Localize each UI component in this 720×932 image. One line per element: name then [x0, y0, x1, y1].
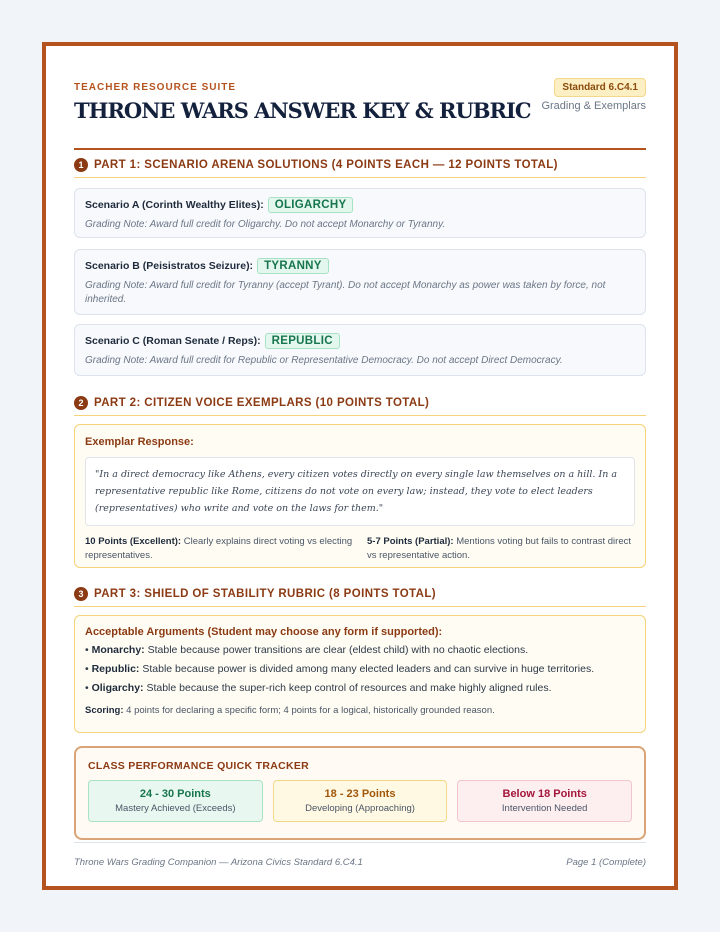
argument-form: Republic:	[91, 663, 140, 675]
tracker-range: 24 - 30 Points	[139, 788, 211, 800]
grading-note: Grading Note: Award full credit for Tyranny (accept Tyrant). Do not accept Monarchy as power was taken by force, not inherited.	[85, 280, 606, 305]
part3-heading	[74, 587, 646, 607]
part3-title: PART 3: SHIELD OF STABILITY RUBRIC (8 POINTS TOTAL)	[94, 588, 436, 600]
part1-heading	[74, 158, 646, 178]
score-partial	[367, 535, 635, 563]
scenario-card-b	[74, 249, 646, 315]
arguments-title: Acceptable Arguments (Student may choose any form if supported):	[85, 626, 443, 638]
argument-text: Stable because the super-rich keep control of resources and make highly aligned rules.	[146, 682, 552, 694]
tracker-level-mastery	[88, 780, 263, 822]
tracker-desc: Developing (Approaching)	[305, 803, 415, 814]
footer-left: Throne Wars Grading Companion — Arizona Civics Standard 6.C4.1	[74, 857, 363, 868]
part2-title: PART 2: CITIZEN VOICE EXEMPLARS (10 POINTS TOTAL)	[94, 397, 430, 409]
part2-heading	[74, 396, 646, 416]
argument-form: Oligarchy:	[91, 682, 144, 694]
scenario-label: Scenario A (Corinth Wealthy Elites):	[85, 199, 264, 211]
exemplar-title: Exemplar Response:	[85, 436, 194, 448]
standard-badge: Standard 6.C4.1	[554, 78, 646, 97]
argument-text: Stable because power transitions are clear (eldest child) with no chaotic elections.	[147, 644, 529, 656]
scenario-card-a	[74, 188, 646, 238]
scoring-note	[85, 705, 635, 716]
scoring-label: Scoring:	[85, 705, 124, 716]
tracker-range: Below 18 Points	[502, 788, 587, 800]
exemplar-card	[74, 424, 646, 568]
grading-note: Grading Note: Award full credit for Republic or Representative Democracy. Do not accept Direct Democracy.	[85, 355, 563, 366]
page-header	[74, 46, 646, 150]
exemplar-quote: "In a direct democracy like Athens, every citizen votes directly on every single law themselves on a hill. In a representative republic like Rome, citizens do not vote on every law; instead, they vote to elect leaders (representatives) who write and vote on the laws for them."	[85, 457, 635, 526]
argument-form: Monarchy:	[91, 644, 145, 656]
page-subtitle: Grading & Exemplars	[541, 100, 646, 112]
argument-item: • Oligarchy: Stable because the super-rich keep control of resources and make highly aligned rules.	[85, 682, 552, 694]
scenario-label: Scenario C (Roman Senate / Reps):	[85, 335, 261, 347]
part3-number-badge: 3	[74, 587, 88, 601]
scoring-text: 4 points for declaring a specific form; 4 points for a logical, historically grounded reason.	[126, 705, 495, 716]
score-partial-text: Mentions voting but fails to contrast direct vs representative action.	[367, 536, 631, 561]
part1-number-badge: 1	[74, 158, 88, 172]
tracker-desc: Mastery Achieved (Exceeds)	[115, 803, 236, 814]
answer-key-page	[42, 42, 678, 890]
answer-badge: REPUBLIC	[265, 333, 340, 349]
part2-number-badge: 2	[74, 396, 88, 410]
score-excellent	[85, 535, 353, 563]
grading-note: Grading Note: Award full credit for Oligarchy. Do not accept Monarchy or Tyranny.	[85, 219, 446, 230]
part1-title: PART 1: SCENARIO ARENA SOLUTIONS (4 POINTS EACH — 12 POINTS TOTAL)	[94, 159, 558, 171]
page-title: THRONE WARS ANSWER KEY & RUBRIC	[74, 98, 531, 123]
score-excellent-text: Clearly explains direct voting vs electing representatives.	[85, 536, 353, 561]
scenario-label: Scenario B (Peisistratos Seizure):	[85, 260, 254, 272]
score-partial-label: 5-7 Points (Partial):	[367, 536, 454, 547]
score-excellent-label: 10 Points (Excellent):	[85, 536, 182, 547]
suite-label: TEACHER RESOURCE SUITE	[74, 82, 237, 93]
argument-text: Stable because power is divided among many elected leaders and can survive in huge territories.	[142, 663, 595, 675]
tracker-title: CLASS PERFORMANCE QUICK TRACKER	[88, 760, 310, 772]
answer-badge: TYRANNY	[257, 258, 329, 274]
performance-tracker	[74, 746, 646, 840]
footer-page-number: Page 1 (Complete)	[566, 857, 646, 868]
answer-badge: OLIGARCHY	[268, 197, 354, 213]
tracker-level-developing	[273, 780, 448, 822]
tracker-level-intervention	[457, 780, 632, 822]
page-footer	[74, 842, 646, 868]
score-guide	[85, 535, 635, 563]
argument-item: • Republic: Stable because power is divided among many elected leaders and can survive in huge territories.	[85, 663, 595, 675]
tracker-desc: Intervention Needed	[501, 803, 588, 814]
argument-item: • Monarchy: Stable because power transitions are clear (eldest child) with no chaotic elections.	[85, 644, 529, 656]
scenario-card-c	[74, 324, 646, 376]
rubric-card	[74, 615, 646, 733]
tracker-range: 18 - 23 Points	[324, 788, 396, 800]
